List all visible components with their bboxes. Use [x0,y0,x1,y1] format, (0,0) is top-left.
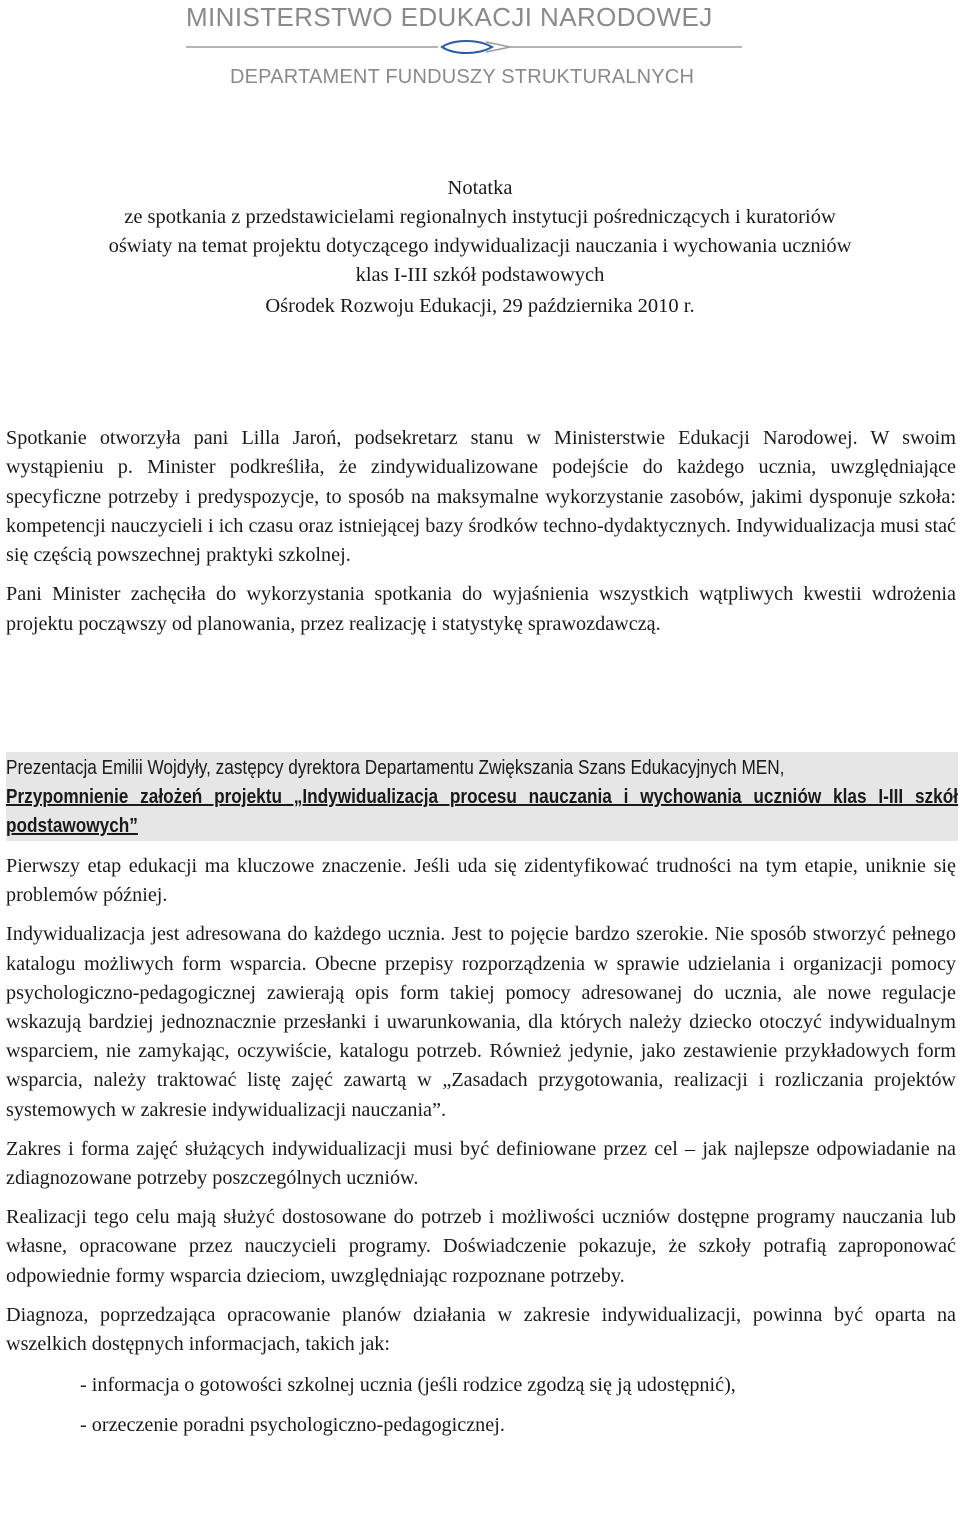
body-paragraph-5: Diagnoza, poprzedzająca opracowanie planów działania w zakresie indywidualizacji, powinna być oparta na wszelkich dostępnych informacjach, takich jak: [6,1303,956,1356]
list-item: - informacja o gotowości szkolnej ucznia (jeśli rodzice zgodzą się ją udostępnić), [80,1374,736,1397]
body-paragraph-2: Indywidualizacja jest adresowana do każdego ucznia. Jest to pojęcie bardzo szerokie. Nie sposób stworzyć pełnego katalogu możliwych form wsparcia. Obecne przepisy rozporządzenia w sprawie udzielania i organizacji pomocy psychologiczno-pedagogicznej zawierają opis form takiej pomocy adresowanej do ucznia, ale nowe regulacje wskazują bardziej jednoznacznie przesłanki i uwarunkowania, dla których należy dziecko otoczyć indywidualnym wsparciem, nie zamykając, oczywiście, katalogu potrzeb. Również jedynie, jako zestawienie przykładowych form wsparcia, należy traktować listę zajęć zawartą w „Zasadach przygotowania, realizacji i rozliczania projektów systemowych w zakresie indywidualizacji nauczania”. [6,923,956,1121]
list-item: - orzeczenie poradni psychologiczno-pedagogicznej. [80,1414,505,1437]
note-subject-line-1: ze spotkania z przedstawicielami regionalnych instytucji pośredniczących i kuratoriów [124,206,836,228]
department-name: DEPARTAMENT FUNDUSZY STRUKTURALNYCH [230,66,695,88]
presentation-body [6,852,956,1445]
presentation-topic: Przypomnienie założeń projektu „Indywidualizacja procesu nauczania i wychowania uczniów klas I-III szkół podstawowych” [6,786,959,837]
body-paragraph-4: Realizacji tego celu mają służyć dostosowane do potrzeb i możliwości uczniów dostępne programy nauczania lub własne, opracowane przez nauczycieli programy. Doświadczenie pokazuje, że szkoły potrafią zaproponować odpowiednie formy wsparcia dzieciom, uwzględniając rozpoznane potrzeby. [6,1206,956,1287]
intro-paragraph-1: Spotkanie otworzyła pani Lilla Jaroń, podsekretarz stanu w Ministerstwie Edukacji Narodowej. W swoim wystąpieniu p. Minister podkreśliła, że zindywidualizowane podejście do każdego ucznia, uwzględniające specyficzne potrzeby i predyspozycje, to sposób na maksymalne wykorzystanie zasobów, jakimi dysponuje szkoła: kompetencji nauczycieli i ich czasu oraz istniejącej bazy środków techno-dydaktycznych. Indywidualizacja musi stać się częścią powszechnej praktyki szkolnej. [6,427,956,567]
ministry-name: MINISTERSTWO EDUKACJI NARODOWEJ [186,2,713,32]
letterhead [0,0,960,100]
quill-rule-icon [186,36,746,58]
body-paragraph-3: Zakres i forma zajęć służących indywidualizacji musi być definiowane przez cel – jak najlepsze odpowiadanie na zdiagnozowane potrzeby poszczególnych uczniów. [6,1137,956,1190]
intro-section [6,424,956,639]
presentation-header [6,752,958,841]
note-subject-line-3: klas I-III szkół podstawowych [355,264,605,286]
intro-paragraph-2: Pani Minister zachęciła do wykorzystania spotkania do wyjaśnienia wszystkich wątpliwych kwestii wdrożenia projektu począwszy od planowania, przez realizację i statystykę sprawozdawczą. [6,583,956,635]
place-and-date: Ośrodek Rozwoju Edukacji, 29 października 2010 r. [265,295,695,317]
note-title [40,174,920,321]
diagnosis-sources-list [6,1365,956,1445]
note-subject-line-2: oświaty na temat projektu dotyczącego indywidualizacji nauczania i wychowania uczniów [108,235,852,257]
presentation-speaker: Prezentacja Emilii Wojdyły, zastępcy dyrektora Departamentu Zwiększania Szans Edukacyjnych MEN, [6,757,785,779]
body-paragraph-1: Pierwszy etap edukacji ma kluczowe znaczenie. Jeśli uda się zidentyfikować trudności na tym etapie, uniknie się problemów później. [6,855,956,907]
note-heading: Notatka [447,177,513,199]
